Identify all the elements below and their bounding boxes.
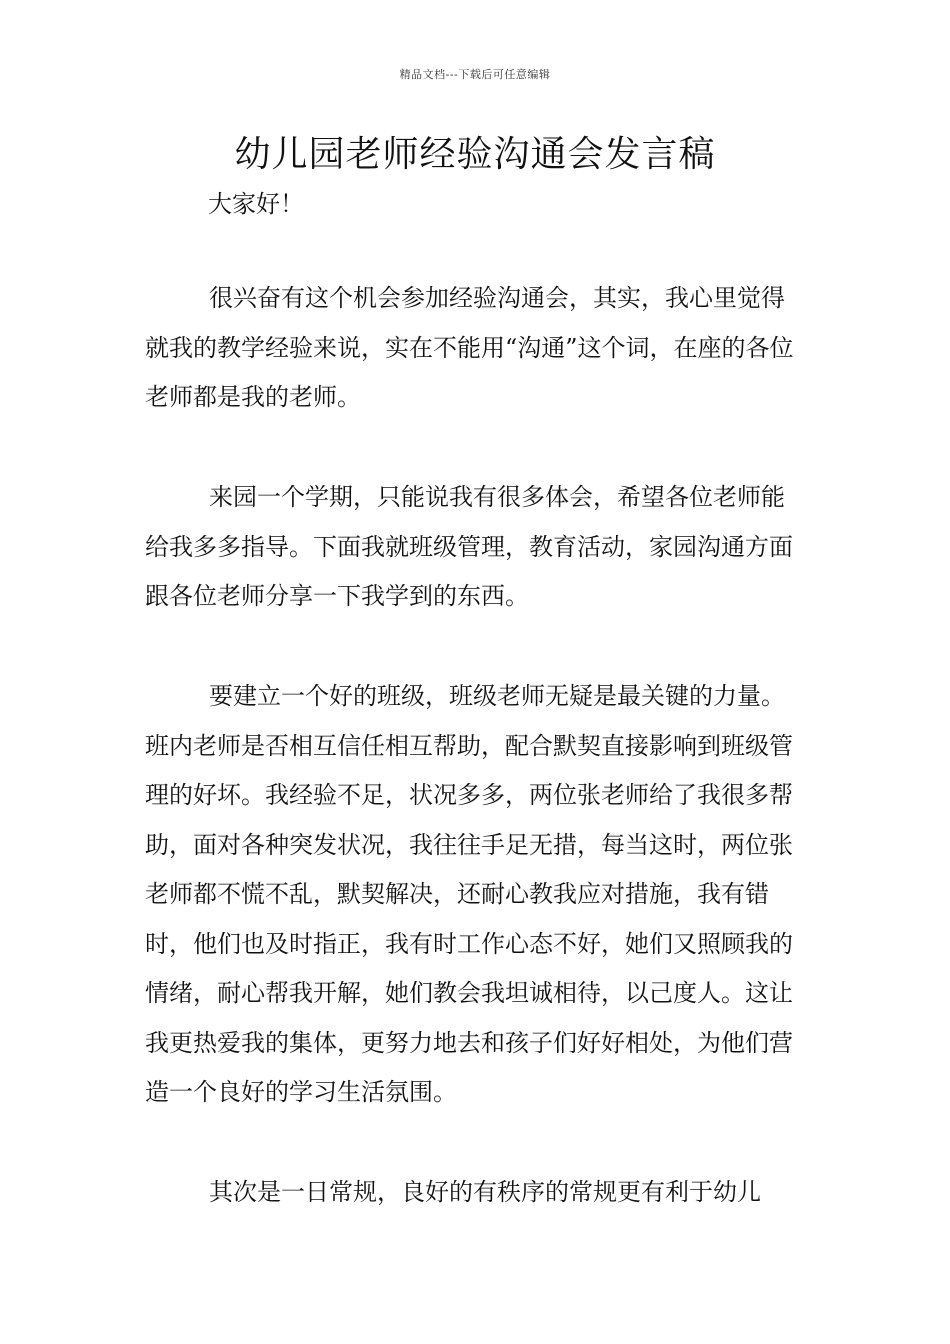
- header-note: 精品文档---下载后可任意编辑: [399, 68, 551, 81]
- paragraph-3: 要建立一个好的班级，班级老师无疑是最关键的力量。班内老师是否相互信任相互帮助，配合默契直接影响到班级管理的好坏。我经验不足，状况多多，两位张老师给了我很多帮助，面对各种突发状况，我往往手足无措，每当这时，两位张老师都不慌不乱，默契解决，还耐心教我应对措施，我有错时，他们也及时指正，我有时工作心态不好，她们又照顾我的情绪，耐心帮我开解，她们教会我坦诚相待，以己度人。这让我更热爱我的集体，更努力地去和孩子们好好相处，为他们营造一个良好的学习生活氛围。: [145, 682, 793, 1106]
- document-title: 幼儿园老师经验沟通会发言稿: [234, 134, 716, 175]
- paragraph-4: 其次是一日常规，良好的有秩序的常规更有利于幼儿: [209, 1178, 761, 1206]
- greeting: 大家好！: [208, 190, 304, 218]
- paragraph-1: 很兴奋有这个机会参加经验沟通会，其实，我心里觉得就我的教学经验来说，实在不能用“沟通”这个词，在座的各位老师都是我的老师。: [145, 284, 794, 411]
- paragraph-2: 来园一个学期，只能说我有很多体会，希望各位老师能给我多多指导。下面我就班级管理，教育活动，家园沟通方面跟各位老师分享一下我学到的东西。: [145, 483, 793, 610]
